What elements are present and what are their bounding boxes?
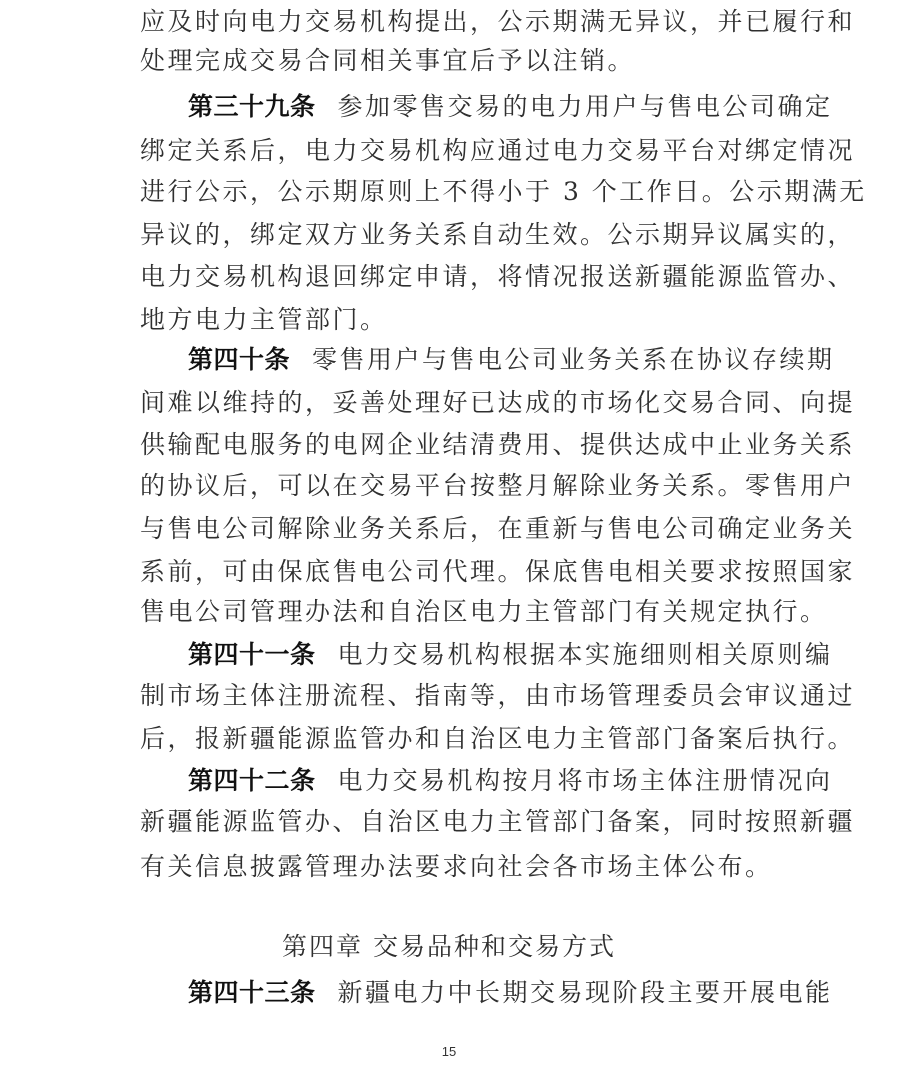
line-text: 进行公示，公示期原则上不得小于 3 个工作日。公示期满无	[140, 177, 867, 206]
line-text: 系前，可由保底售电公司代理。保底售电相关要求按照国家	[140, 557, 856, 586]
line-text: 地方电力主管部门。	[140, 305, 388, 334]
line-text: 电力交易机构退回绑定申请，将情况报送新疆能源监管办、	[140, 262, 856, 291]
line-text: 处理完成交易合同相关事宜后予以注销。	[140, 46, 636, 75]
line-text: 后，报新疆能源监管办和自治区电力主管部门备案后执行。	[140, 724, 856, 753]
line-text: 有关信息披露管理办法要求向社会各市场主体公布。	[140, 852, 773, 881]
article-first-line	[188, 92, 833, 122]
line-text: 电力交易机构根据本实施细则相关原则编	[337, 640, 833, 669]
paragraph-line	[140, 136, 855, 166]
article-heading: 第四十条	[188, 345, 291, 374]
line-text: 供输配电服务的电网企业结清费用、提供达成中止业务关系	[140, 430, 856, 459]
line-text: 售电公司管理办法和自治区电力主管部门有关规定执行。	[140, 597, 828, 626]
paragraph-line	[140, 724, 855, 754]
line-text: 异议的，绑定双方业务关系自动生效。公示期异议属实的，	[140, 220, 856, 249]
paragraph-line	[140, 471, 855, 501]
line-text: 新疆能源监管办、自治区电力主管部门备案，同时按照新疆	[140, 807, 856, 836]
article-heading: 第三十九条	[188, 92, 316, 121]
paragraph-line	[140, 681, 855, 711]
paragraph-line	[140, 46, 635, 76]
paragraph-line	[140, 7, 855, 37]
article-first-line	[188, 640, 833, 670]
article-first-line	[188, 345, 835, 375]
article-first-line	[188, 766, 833, 796]
paragraph-line	[140, 597, 828, 627]
line-text: 的协议后，可以在交易平台按整月解除业务关系。零售用户	[140, 471, 856, 500]
paragraph-line	[140, 220, 855, 250]
article-43-first-line	[188, 978, 833, 1008]
paragraph-line	[140, 852, 773, 882]
article-text: 新疆电力中长期交易现阶段主要开展电能	[337, 978, 833, 1007]
line-text: 间难以维持的，妥善处理好已达成的市场化交易合同、向提	[140, 388, 856, 417]
paragraph-line	[140, 262, 855, 292]
page-number: 15	[441, 1044, 457, 1059]
article-heading: 第四十二条	[188, 766, 316, 795]
paragraph-line	[140, 807, 855, 837]
paragraph-line	[140, 557, 855, 587]
line-text: 参加零售交易的电力用户与售电公司确定	[337, 92, 833, 121]
article-heading: 第四十三条	[188, 978, 316, 1007]
line-text: 绑定关系后，电力交易机构应通过电力交易平台对绑定情况	[140, 136, 856, 165]
line-text: 制市场主体注册流程、指南等，由市场管理委员会审议通过	[140, 681, 856, 710]
paragraph-line	[140, 305, 388, 335]
paragraph-line	[140, 388, 855, 418]
paragraph-line	[140, 177, 867, 207]
chapter-title: 第四章 交易品种和交易方式	[282, 932, 616, 961]
article-heading: 第四十一条	[188, 640, 316, 669]
paragraph-line	[140, 430, 855, 460]
line-text: 零售用户与售电公司业务关系在协议存续期	[312, 345, 835, 374]
line-text: 与售电公司解除业务关系后，在重新与售电公司确定业务关	[140, 514, 856, 543]
paragraph-line	[140, 514, 855, 544]
line-text: 应及时向电力交易机构提出，公示期满无异议，并已履行和	[140, 7, 856, 36]
line-text: 电力交易机构按月将市场主体注册情况向	[337, 766, 833, 795]
